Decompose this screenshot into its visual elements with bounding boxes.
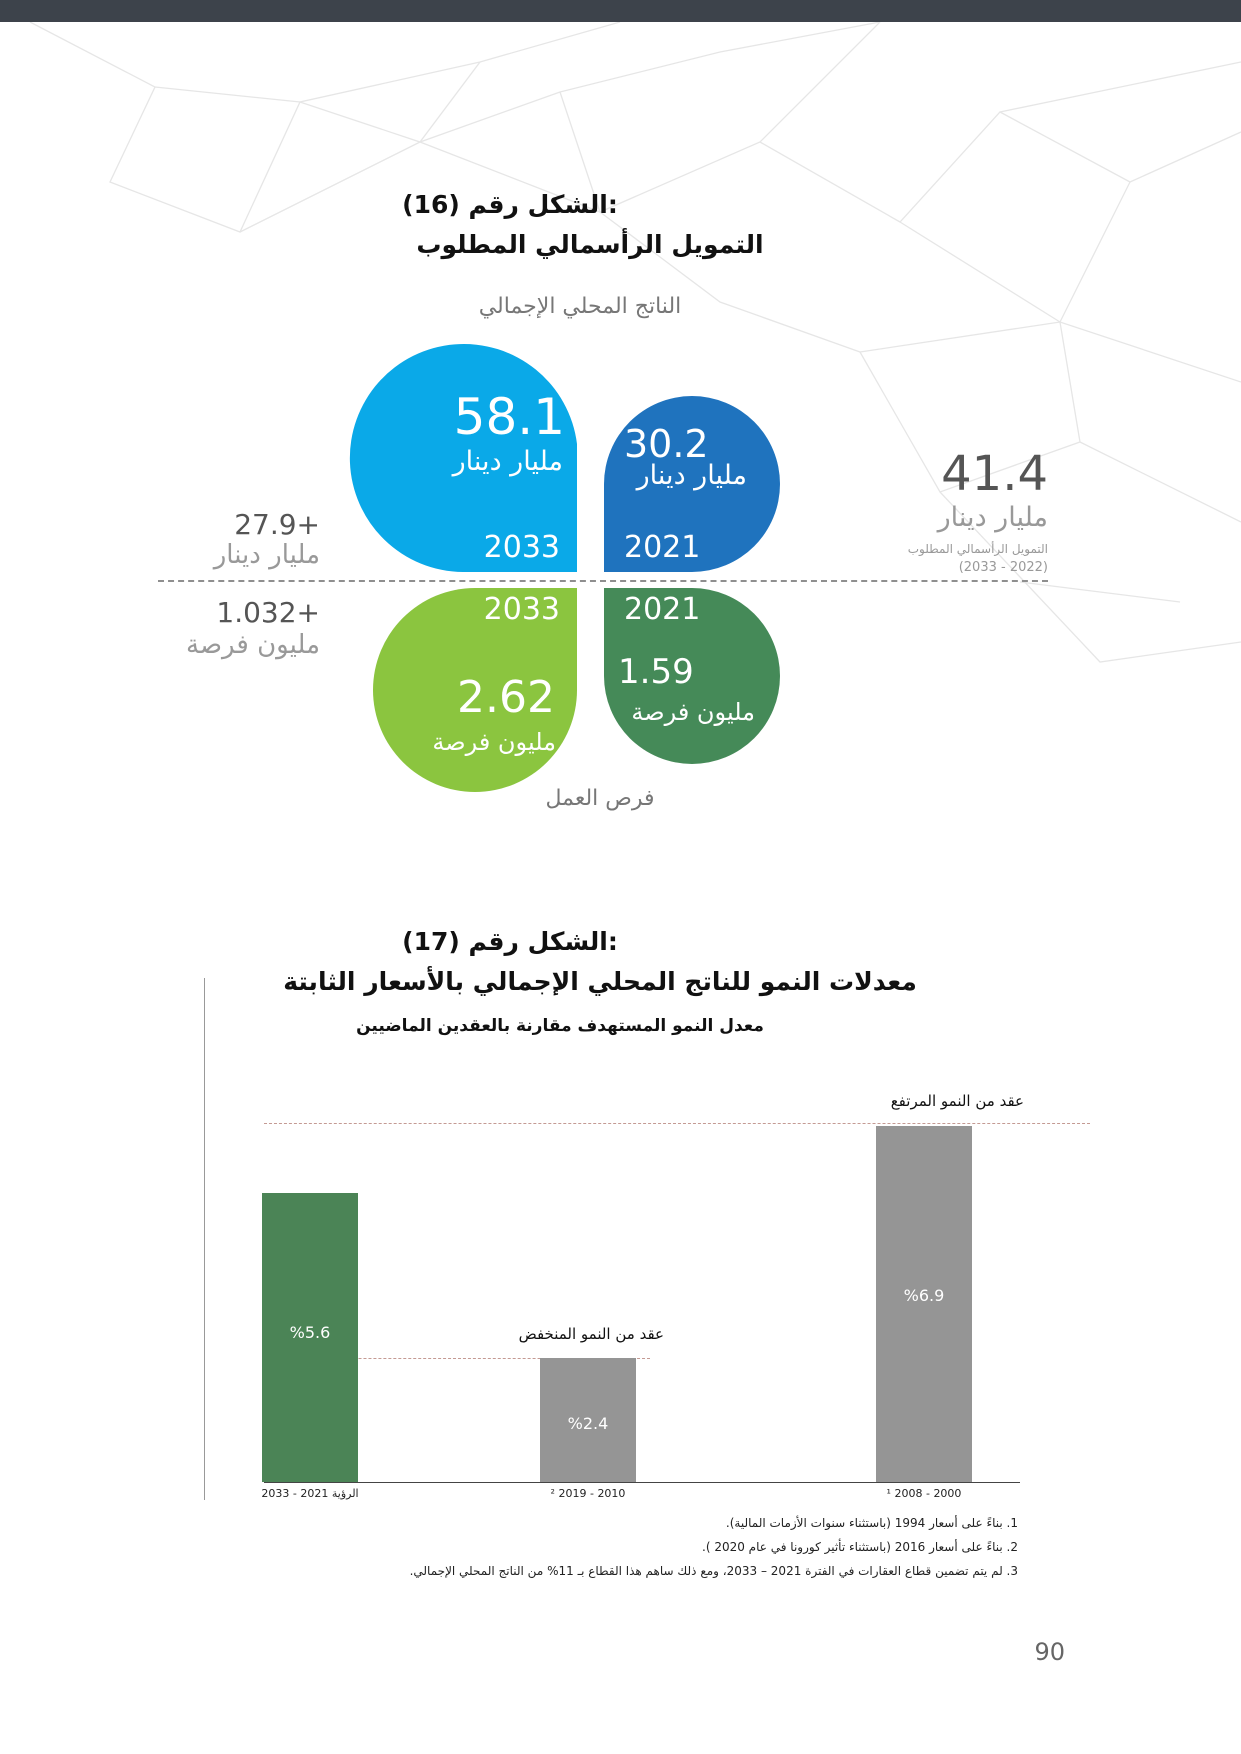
figure16-title-line2: التمويل الرأسمالي المطلوب bbox=[416, 230, 764, 259]
gdp-2033-year: 2033 bbox=[483, 530, 560, 565]
gdp-increase-unit: مليار دينار bbox=[213, 540, 320, 570]
gdp-increase-value: 27.9+ bbox=[234, 508, 320, 541]
dashed-divider bbox=[158, 580, 1048, 582]
figure16-title-line1: الشكل رقم (16): bbox=[402, 190, 618, 219]
bar-value-label-1: %5.6 bbox=[289, 1322, 331, 1342]
jobs-2033-value: 2.62 bbox=[457, 672, 555, 723]
top-bar bbox=[0, 0, 1241, 22]
jobs-2021-value: 1.59 bbox=[618, 652, 694, 692]
footnote-1: 1. بناءً على أسعار 1994 (باستثناء سنوات الأزمات المالية). bbox=[725, 1516, 1018, 1530]
high-growth-line bbox=[264, 1123, 1090, 1124]
jobs-increase-unit: مليون فرصة bbox=[186, 630, 320, 660]
jobs-2021-year: 2021 bbox=[624, 592, 701, 627]
annotation-low: عقد من النمو المنخفض bbox=[518, 1325, 664, 1343]
growth-bar-chart bbox=[204, 1030, 1024, 1500]
jobs-2033-unit: مليون فرصة bbox=[432, 728, 556, 756]
jobs-increase-value: 1.032+ bbox=[216, 596, 320, 629]
footnote-2: 2. بناءً على أسعار 2016 (باستثناء تأثير كورونا في عام 2020 ). bbox=[702, 1540, 1018, 1554]
gdp-2021-value: 30.2 bbox=[624, 422, 709, 466]
capital-caption2: (2033 - 2022) bbox=[958, 560, 1048, 575]
page-number: 90 bbox=[1034, 1638, 1065, 1666]
gdp-label: الناتج المحلي الإجمالي bbox=[478, 294, 682, 319]
figure17-title-line1: الشكل رقم (17): bbox=[402, 927, 618, 956]
figure17-subtitle: معدل النمو المستهدف مقارنة بالعقدين الماضيين bbox=[356, 1016, 764, 1036]
capital-caption1: التمويل الرأسمالي المطلوب bbox=[907, 542, 1048, 556]
x-tick-label-3: 2000 - 2008 ¹ bbox=[886, 1487, 962, 1500]
figure17-title-line2: معدلات النمو للناتج المحلي الإجمالي بالأسعار الثابتة bbox=[283, 967, 917, 996]
footnote-3: 3. لم يتم تضمين قطاع العقارات في الفترة 2021 – 2033، ومع ذلك ساهم هذا القطاع بـ 11% من الناتج المحلي الإجمالي. bbox=[409, 1564, 1018, 1578]
jobs-2021-unit: مليون فرصة bbox=[631, 698, 755, 726]
gdp-2033-unit: مليار دينار bbox=[452, 446, 563, 477]
jobs-2033-year: 2033 bbox=[483, 592, 560, 627]
x-axis bbox=[264, 1482, 1020, 1483]
bar-value-label-3: %6.9 bbox=[903, 1285, 945, 1305]
capital-value: 41.4 bbox=[941, 446, 1048, 502]
gdp-2021-year: 2021 bbox=[624, 530, 701, 565]
x-tick-label-2: 2010 - 2019 ² bbox=[550, 1487, 626, 1500]
x-tick-label-1: الرؤية 2021 - 2033 bbox=[261, 1487, 359, 1500]
gdp-2033-value: 58.1 bbox=[453, 388, 565, 446]
bar-value-label-2: %2.4 bbox=[567, 1413, 609, 1433]
petal-chart bbox=[330, 330, 800, 810]
jobs-label: فرص العمل bbox=[545, 786, 655, 811]
annotation-high: عقد من النمو المرتفع bbox=[890, 1092, 1024, 1110]
capital-unit: مليار دينار bbox=[937, 502, 1048, 533]
gdp-2021-unit: مليار دينار bbox=[636, 460, 747, 491]
